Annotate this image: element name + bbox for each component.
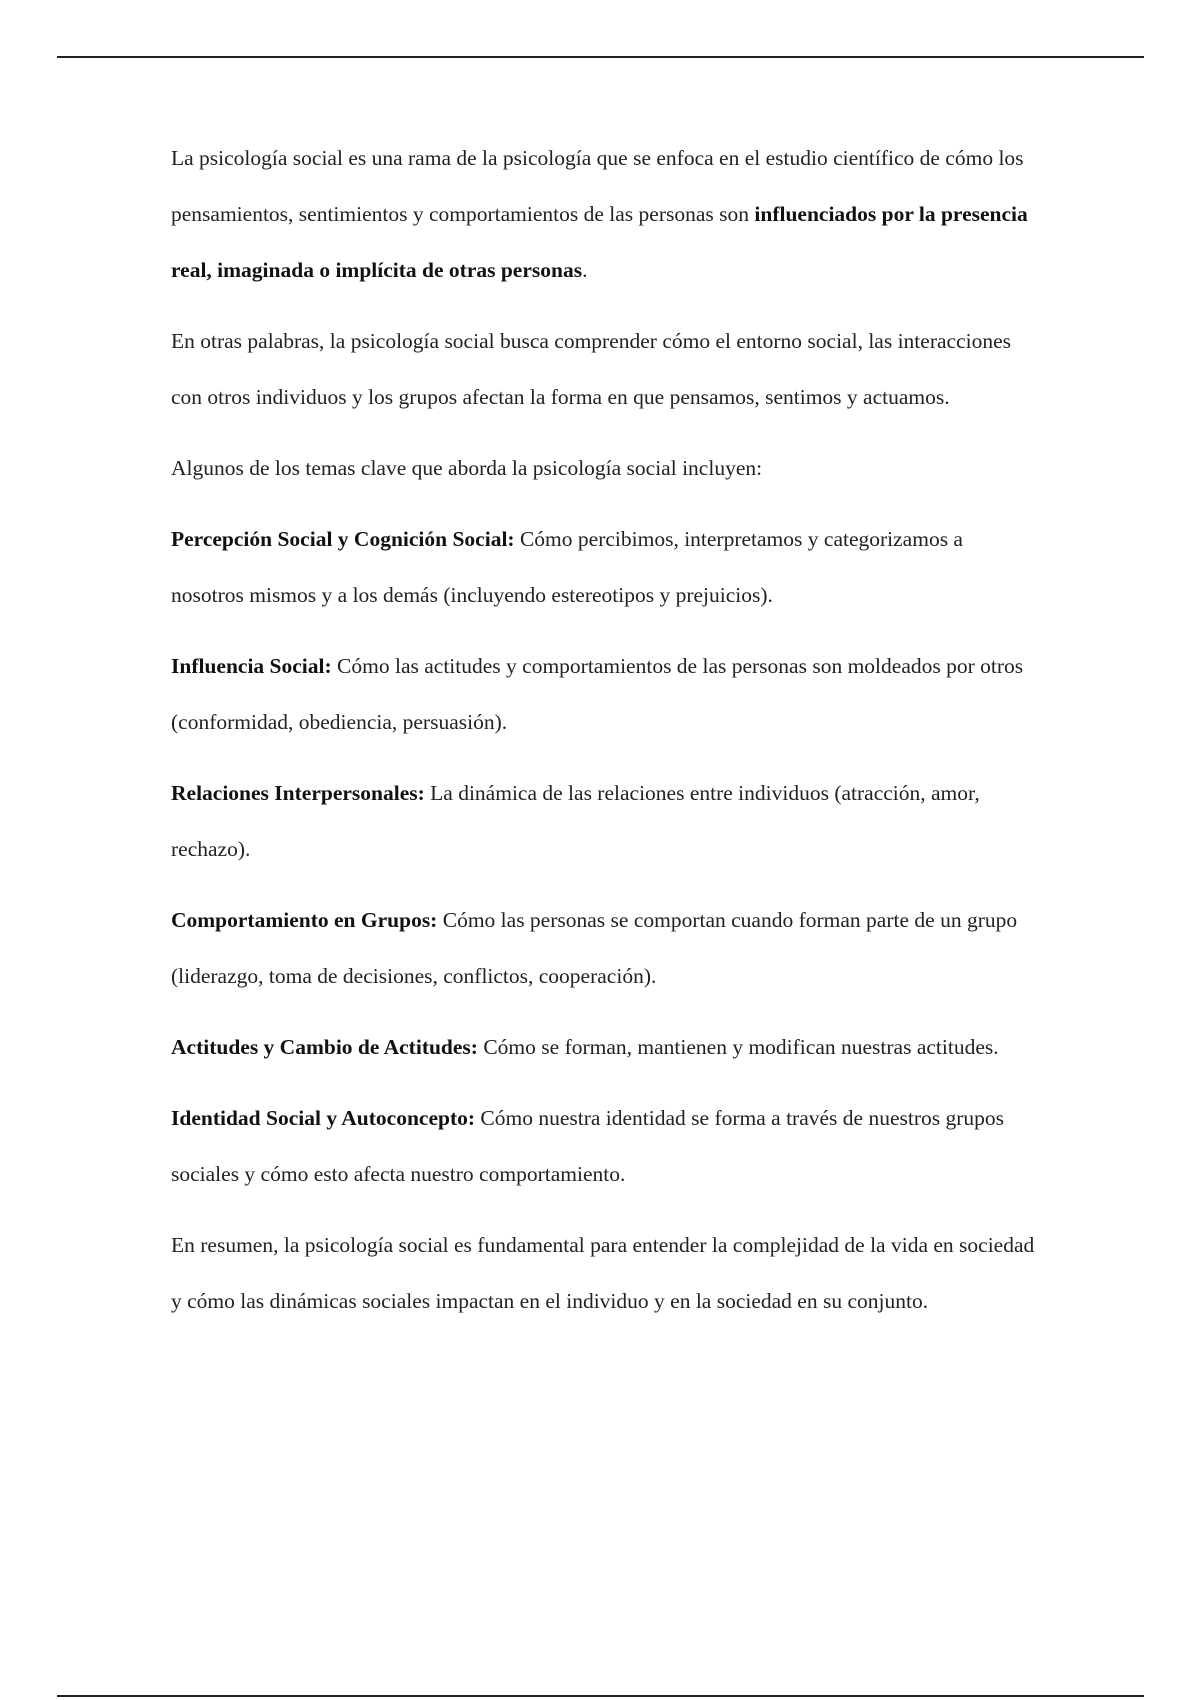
footer-rule	[57, 1695, 1144, 1697]
topic-item	[171, 1090, 1041, 1202]
topic-term: Comportamiento en Grupos:	[171, 908, 438, 932]
topic-item	[171, 638, 1041, 750]
conclusion-paragraph: En resumen, la psicología social es fundamental para entender la complejidad de la vida en sociedad y cómo las dinámicas sociales impactan en el individuo y en la sociedad en su conjunto.	[171, 1233, 1035, 1313]
topic-description: Cómo se forman, mantienen y modifican nuestras actitudes.	[477, 1035, 999, 1059]
topic-term: Percepción Social y Cognición Social:	[171, 527, 515, 551]
document-body	[171, 130, 1041, 1344]
topic-term: Actitudes y Cambio de Actitudes:	[171, 1035, 478, 1059]
topic-item	[171, 511, 1041, 623]
header-rule	[57, 56, 1144, 58]
topic-term: Relaciones Interpersonales:	[171, 781, 425, 805]
topic-item	[171, 765, 1041, 877]
intro-text: La psicología social es una rama de la psicología que se enfoca en el estudio científico de cómo los pensamientos, sentimientos y comportamientos de las personas son	[171, 146, 1024, 226]
intro-paragraph	[171, 130, 1041, 298]
topic-item	[171, 1019, 1041, 1075]
topic-description: Cómo percibimos, interpretamos y categorizamos a nosotros mismos y a los demás (incluyendo estereotipos y prejuicios).	[171, 527, 963, 607]
topic-description: Cómo las personas se comportan cuando forman parte de un grupo (liderazgo, toma de decisiones, conflictos, cooperación).	[171, 908, 1018, 988]
topic-item	[171, 892, 1041, 1004]
intro-emphasis: influenciados por la presencia real, imaginada o implícita de otras personas	[171, 202, 1028, 282]
explanation-paragraph: En otras palabras, la psicología social busca comprender cómo el entorno social, las interacciones con otros individuos y los grupos afectan la forma en que pensamos, sentimos y actuamos.	[171, 329, 1011, 409]
topic-term: Influencia Social:	[171, 654, 332, 678]
topic-description: La dinámica de las relaciones entre individuos (atracción, amor, rechazo).	[171, 781, 980, 861]
topics-intro-paragraph: Algunos de los temas clave que aborda la psicología social incluyen:	[171, 456, 763, 480]
topic-description: Cómo las actitudes y comportamientos de las personas son moldeados por otros (conformidad, obediencia, persuasión).	[171, 654, 1024, 734]
topic-term: Identidad Social y Autoconcepto:	[171, 1106, 476, 1130]
topic-description: Cómo nuestra identidad se forma a través de nuestros grupos sociales y cómo esto afecta nuestro comportamiento.	[171, 1106, 1005, 1186]
intro-period: .	[582, 258, 588, 282]
